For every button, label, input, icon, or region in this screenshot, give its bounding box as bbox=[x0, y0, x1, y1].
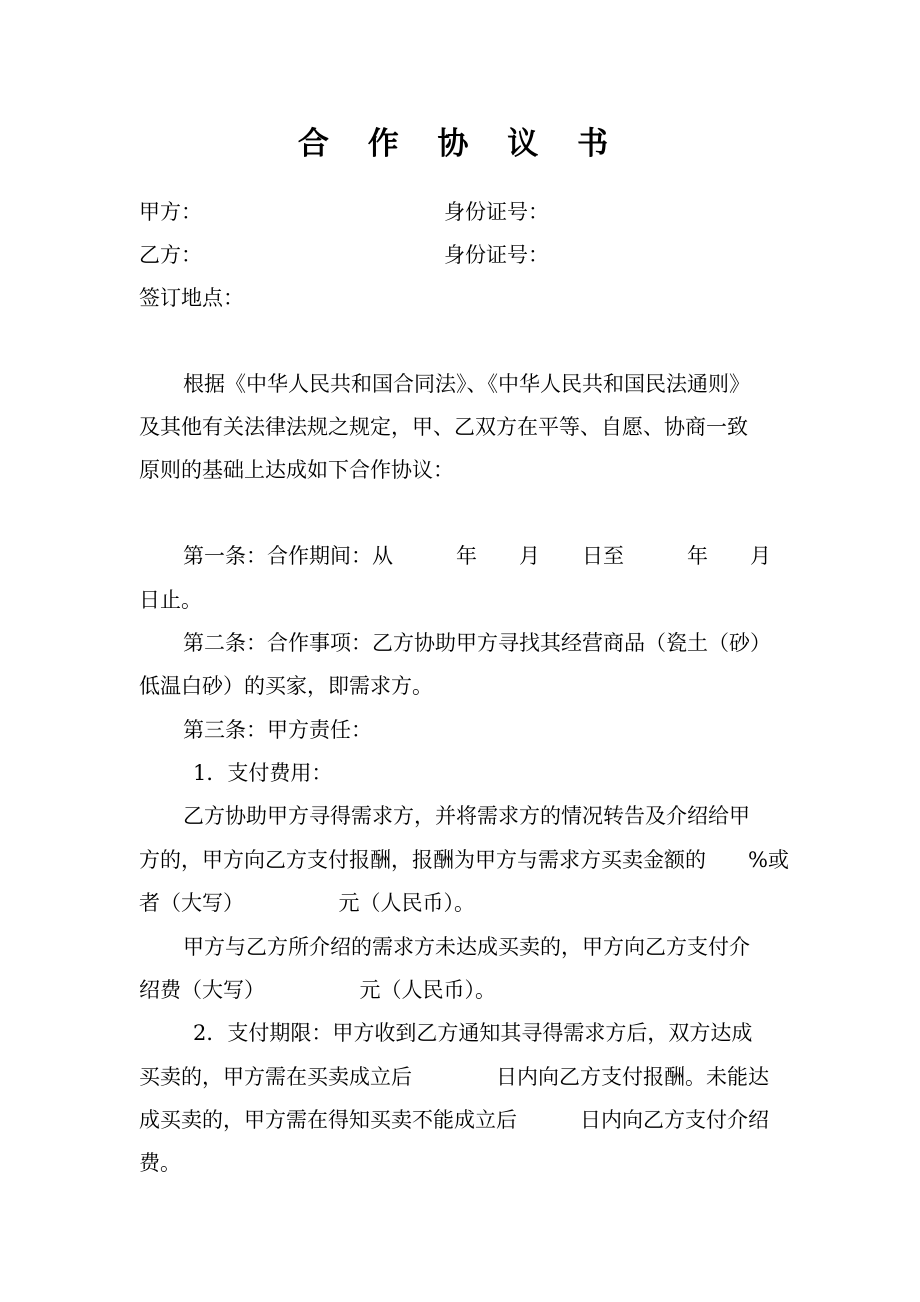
item-1-title: 1．支付费用： bbox=[193, 761, 333, 785]
article-1-line: 第一条：合作期间：从 年 月 日至 年 月 bbox=[183, 544, 771, 568]
item-1-para-line: 乙方协助甲方寻得需求方，并将需求方的情况转告及介绍给甲 bbox=[183, 804, 750, 828]
item-2-line: 成买卖的，甲方需在得知买卖不能成立后 日内向乙方支付介绍 bbox=[139, 1108, 769, 1132]
article-1-line: 日止。 bbox=[139, 588, 202, 612]
item-2-line: 费。 bbox=[139, 1151, 181, 1175]
item-2-line: 2．支付期限：甲方收到乙方通知其寻得需求方后，双方达成 bbox=[193, 1021, 753, 1045]
article-2-line: 第二条：合作事项：乙方协助甲方寻找其经营商品（瓷土（砂） bbox=[183, 631, 771, 655]
preamble-line: 根据《中华人民共和国合同法》、《中华人民共和国民法通则》 bbox=[183, 372, 750, 396]
article-3-title: 第三条：甲方责任： bbox=[183, 718, 372, 742]
article-2-line: 低温白砂）的买家，即需求方。 bbox=[139, 674, 433, 698]
item-2-line: 买卖的，甲方需在买卖成立后 日内向乙方支付报酬。未能达 bbox=[139, 1065, 769, 1089]
item-1-para-line: 方的，甲方向乙方支付报酬，报酬为甲方与需求方买卖金额的 %或 bbox=[139, 848, 789, 872]
party-a-id-label: 身份证号： bbox=[444, 200, 549, 224]
party-a-label: 甲方： bbox=[139, 200, 202, 224]
signing-place-label: 签订地点： bbox=[139, 286, 244, 310]
item-1-para2-line: 甲方与乙方所介绍的需求方未达成买卖的，甲方向乙方支付介 bbox=[183, 935, 750, 959]
party-b-label: 乙方： bbox=[139, 243, 202, 267]
document-title: 合 作 协 议 书 bbox=[297, 126, 623, 162]
party-b-id-label: 身份证号： bbox=[444, 243, 549, 267]
item-1-para2-line: 绍费（大写） 元（人民币）。 bbox=[139, 978, 496, 1002]
preamble-line: 及其他有关法律法规之规定，甲、乙双方在平等、自愿、协商一致 bbox=[139, 415, 748, 439]
item-1-para-line: 者（大写） 元（人民币）。 bbox=[139, 891, 475, 915]
preamble-line: 原则的基础上达成如下合作协议： bbox=[139, 458, 454, 482]
